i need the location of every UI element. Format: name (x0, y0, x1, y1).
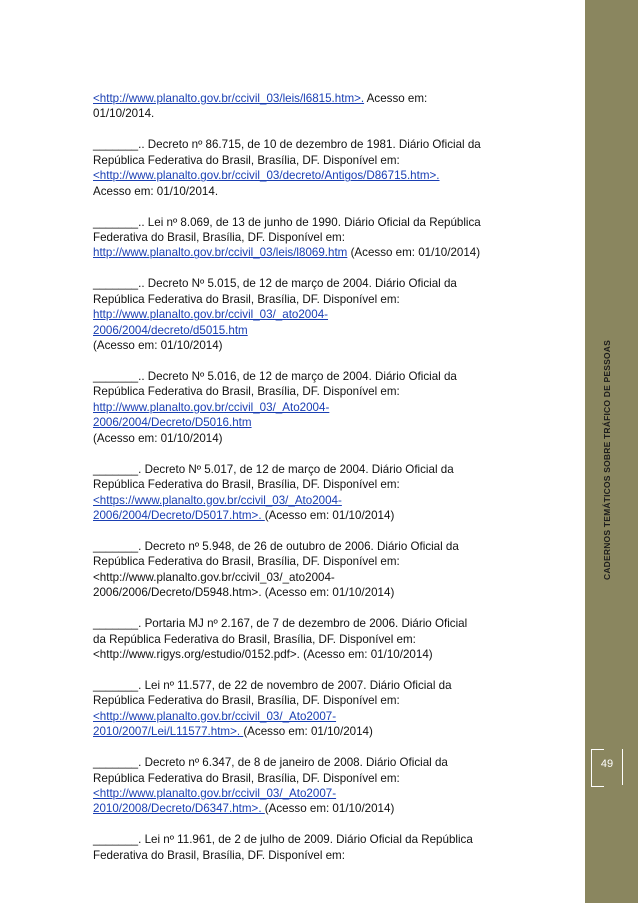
reference-line (93, 771, 563, 786)
reference-text: (Acesso em: 01/10/2014) (93, 431, 223, 445)
reference-text: Acesso em: (364, 92, 428, 105)
reference-entry (93, 137, 563, 199)
reference-line (93, 369, 563, 384)
reference-line (93, 848, 563, 863)
reference-text: República Federativa do Brasil, Brasília, DF. Disponível em: (93, 771, 400, 785)
reference-text: (Acesso em: 01/10/2014) (264, 508, 395, 522)
reference-text: _______.. Decreto nº 86.715, de 10 de dezembro de 1981. Diário Oficial da (93, 138, 481, 152)
reference-line (93, 462, 563, 477)
reference-text: _______.. Lei nº 8.069, de 13 de junho de 1990. Diário Oficial da República (93, 215, 481, 229)
reference-line (93, 786, 563, 801)
reference-link[interactable]: http://www.planalto.gov.br/ccivil_03/_ato2004- (93, 308, 329, 322)
reference-line (93, 338, 563, 353)
reference-line (93, 431, 563, 446)
reference-text: _______. Lei nº 11.577, de 22 de novembro de 2007. Diário Oficial da (93, 678, 452, 692)
reference-line (93, 106, 563, 121)
reference-line (93, 292, 563, 307)
reference-line (93, 554, 563, 569)
reference-entry (93, 832, 563, 863)
reference-line (93, 570, 563, 585)
reference-link[interactable]: 2006/2004/Decreto/D5016.htm (93, 416, 252, 430)
reference-link[interactable]: 2006/2004/Decreto/D5017.htm>. (93, 508, 265, 522)
reference-line (93, 323, 563, 338)
reference-line (93, 801, 563, 816)
reference-text: <http://www.rigys.org/estudio/0152.pdf>. (Acesso em: 01/10/2014) (93, 647, 433, 661)
reference-line (93, 168, 563, 183)
page-number: 49 (600, 758, 614, 770)
reference-line (93, 137, 563, 152)
reference-entry (93, 678, 563, 740)
reference-text: 01/10/2014. (93, 107, 155, 121)
reference-text: República Federativa do Brasil, Brasília, DF. Disponível em: (93, 694, 400, 708)
reference-line (93, 693, 563, 708)
reference-line (93, 585, 563, 600)
reference-text: da República Federativa do Brasil, Brasília, DF. Disponível em: (93, 632, 416, 646)
reference-line (93, 678, 563, 693)
reference-line (93, 245, 563, 260)
reference-link[interactable]: http://www.planalto.gov.br/ccivil_03/leis/l8069.htm (93, 246, 348, 260)
reference-entry (93, 616, 563, 662)
reference-text: <http://www.planalto.gov.br/ccivil_03/_ato2004- (93, 570, 335, 584)
reference-line (93, 709, 563, 724)
reference-text: República Federativa do Brasil, Brasília, DF. Disponível em: (93, 478, 400, 492)
reference-text: 2006/2006/Decreto/D5948.htm>. (Acesso em: 01/10/2014) (93, 586, 395, 600)
reference-text: (Acesso em: 01/10/2014) (93, 339, 223, 353)
reference-text: Federativa do Brasil, Brasília, DF. Disponível em: (93, 848, 345, 862)
reference-list (93, 91, 563, 879)
reference-text: República Federativa do Brasil, Brasília, DF. Disponível em: (93, 153, 400, 167)
reference-entry (93, 539, 563, 601)
reference-line (93, 415, 563, 430)
reference-line (93, 724, 563, 739)
reference-text: (Acesso em: 01/10/2014) (347, 246, 481, 260)
reference-entry (93, 755, 563, 817)
reference-entry (93, 91, 563, 122)
reference-text: Federativa do Brasil, Brasília, DF. Disponível em: (93, 231, 345, 245)
reference-entry (93, 462, 563, 524)
reference-line (93, 539, 563, 554)
reference-text: _______.. Decreto Nº 5.016, de 12 de março de 2004. Diário Oficial da (93, 370, 457, 384)
reference-link[interactable]: <https://www.planalto.gov.br/ccivil_03/_Ato2004- (93, 493, 342, 507)
reference-entry (93, 215, 563, 261)
reference-link[interactable]: <http://www.planalto.gov.br/ccivil_03/_Ato2007- (93, 786, 337, 800)
reference-line (93, 832, 563, 847)
reference-line (93, 153, 563, 168)
reference-text: _______. Portaria MJ nº 2.167, de 7 de dezembro de 2006. Diário Oficial (93, 617, 468, 631)
reference-link[interactable]: 2006/2004/decreto/d5015.htm (93, 323, 248, 337)
reference-link[interactable]: <http://www.planalto.gov.br/ccivil_03/leis/l6815.htm>. (93, 92, 365, 105)
reference-text: _______. Decreto Nº 5.017, de 12 de março de 2004. Diário Oficial da (93, 462, 454, 476)
reference-line (93, 400, 563, 415)
reference-text: _______. Lei nº 11.961, de 2 de julho de 2009. Diário Oficial da República (93, 833, 473, 847)
reference-line (93, 215, 563, 230)
reference-text: República Federativa do Brasil, Brasília, DF. Disponível em: (93, 385, 400, 399)
reference-link[interactable]: 2010/2007/Lei/L11577.htm>. (93, 725, 244, 739)
reference-line (93, 477, 563, 492)
reference-text: República Federativa do Brasil, Brasília, DF. Disponível em: (93, 292, 400, 306)
reference-text: _______. Decreto nº 5.948, de 26 de outubro de 2006. Diário Oficial da (93, 539, 459, 553)
reference-text: República Federativa do Brasil, Brasília, DF. Disponível em: (93, 555, 400, 569)
reference-line (93, 755, 563, 770)
reference-line (93, 616, 563, 631)
reference-link[interactable]: 2010/2008/Decreto/D6347.htm>. (93, 802, 265, 816)
reference-line (93, 184, 563, 199)
reference-line (93, 276, 563, 291)
reference-line (93, 307, 563, 322)
reference-line (93, 230, 563, 245)
reference-link[interactable]: <http://www.planalto.gov.br/ccivil_03/decreto/Antigos/D86715.htm>. (93, 169, 440, 183)
sidebar-vertical-title: CADERNOS TEMÁTICOS SOBRE TRÁFICO DE PESSOAS (601, 340, 612, 580)
reference-line (93, 384, 563, 399)
reference-line (93, 508, 563, 523)
reference-entry (93, 276, 563, 353)
reference-text: Acesso em: 01/10/2014. (93, 184, 219, 198)
reference-text: (Acesso em: 01/10/2014) (264, 802, 395, 816)
reference-link[interactable]: <http://www.planalto.gov.br/ccivil_03/_Ato2007- (93, 709, 337, 723)
reference-link[interactable]: http://www.planalto.gov.br/ccivil_03/_Ato2004- (93, 400, 330, 414)
reference-line (93, 632, 563, 647)
reference-line (93, 493, 563, 508)
reference-text: _______. Decreto nº 6.347, de 8 de janeiro de 2008. Diário Oficial da (93, 756, 448, 770)
reference-entry (93, 369, 563, 446)
reference-text: _______.. Decreto Nº 5.015, de 12 de março de 2004. Diário Oficial da (93, 277, 457, 291)
reference-text: (Acesso em: 01/10/2014) (243, 725, 373, 739)
reference-line (93, 91, 563, 106)
reference-line (93, 647, 563, 662)
